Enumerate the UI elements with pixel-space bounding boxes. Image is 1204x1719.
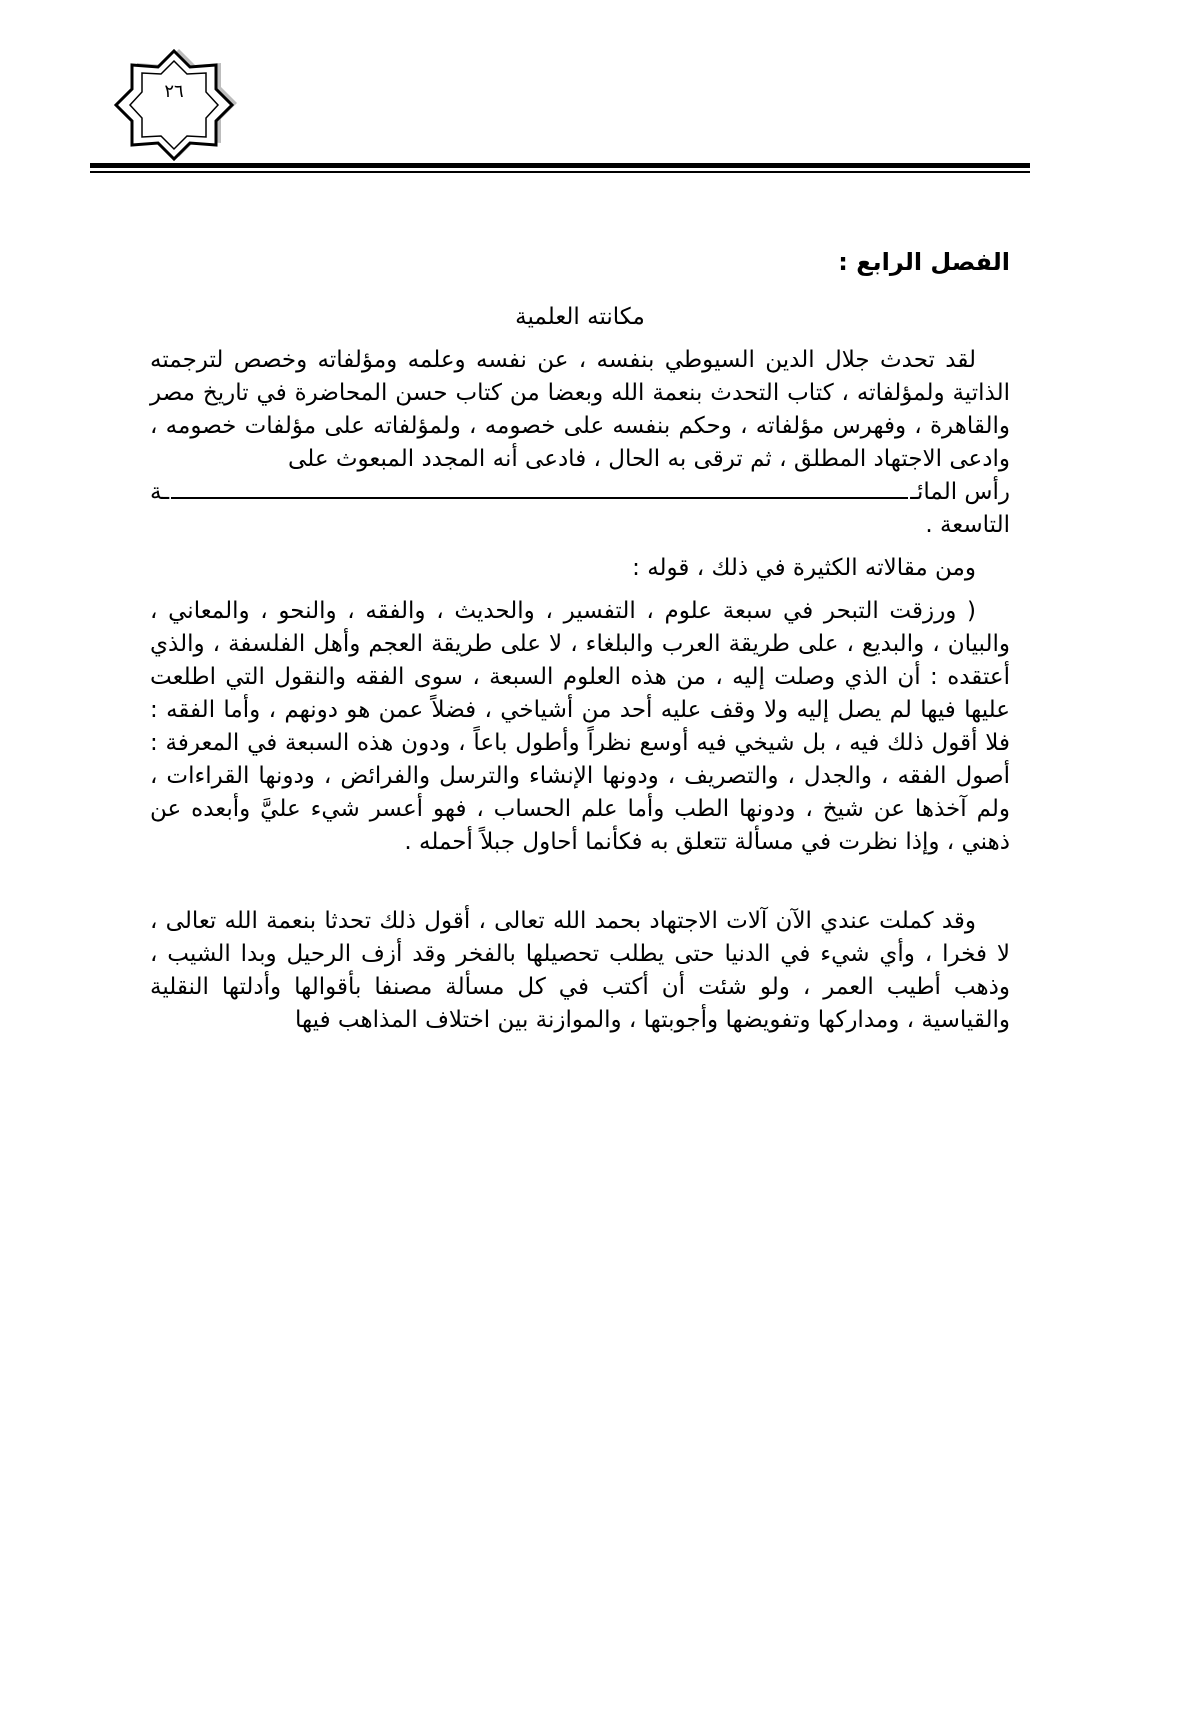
header-rule-thick: [90, 163, 1030, 168]
paragraph-intro-last: التاسعة .: [925, 512, 1010, 538]
page-number: ٢٦: [164, 81, 184, 102]
paragraph-quote-intro: ومن مقالاته الكثيرة في ذلك ، قوله :: [632, 555, 976, 581]
stretched-line: [150, 476, 1010, 509]
paragraph-quote: ( ورزقت التبحر في سبعة علوم ، التفسير ، والحديث ، والفقه ، والنحو ، والمعاني ، والبيان ، والبديع ، على طريقة العرب والبلغاء ، لا على طريقة العجم وأهل الفلسفة ، والذي أعتقده : أن الذي وصلت إليه ، من هذه العلوم السبعة ، سوى الفقه والنقول التي اطلعت عليها فيها لم يصل إليه ولا وقف عليه أحد من أشياخي ، فضلاً عمن هو دونهم ، وأما الفقه : فلا أقول ذلك فيه ، بل شيخي فيه أوسع نظراً وأطول باعاً ، ودون هذه السبعة في المعرفة : أصول الفقه ، والجدل ، والتصريف ، ودونها الإنشاء والترسل والفرائض ، ودونها القراءات ، ولم آخذها عن شيخ ، ودونها الطب وأما علم الحساب ، فهو أعسر شيء عليَّ وأبعده عن ذهني ، وإذا نظرت في مسألة تتعلق به فكأنما أحاول جبلاً أحمله .: [150, 598, 1010, 855]
ornament-frame-icon: [104, 45, 244, 165]
paragraph-intro: لقد تحدث جلال الدين السيوطي بنفسه ، عن نفسه وعلمه ومؤلفاته وخصص لترجمته الذاتية ولمؤلفاته ، كتاب التحدث بنعمة الله وبعضا من كتاب حسن المحاضرة في تاريخ مصر والقاهرة ، وفهرس مؤلفاته ، وحكم بنفسه على خصومه ، ولمؤلفاته على مؤلفات خصومه ، وادعى الاجتهاد المطلق ، ثم ترقى به الحال ، فادعى أنه المجدد المبعوث على: [150, 347, 1010, 472]
page-number-badge: [104, 45, 244, 165]
section-title: مكانته العلمية: [515, 304, 645, 330]
paragraph-ijtihad: وقد كملت عندي الآن آلات الاجتهاد بحمد الله تعالى ، أقول ذلك تحدثا بنعمة الله تعالى ، لا فخرا ، وأي شيء في الدنيا حتى يطلب تحصيلها بالفخر وقد أزف الرحيل وبدا الشيب ، وذهب أطيب العمر ، ولو شئت أن أكتب في كل مسألة مصنفا بأقوالها وأدلتها النقلية والقياسية ، ومداركها وتفويضها وأجوبتها ، والموازنة بين اختلاف المذاهب فيها: [150, 908, 1010, 1033]
chapter-heading: الفصل الرابع :: [838, 248, 1010, 276]
header-rule-thin: [90, 171, 1030, 173]
kashida-fill: [171, 497, 908, 499]
page-body: [150, 246, 1010, 1037]
stretched-line-end: ـة: [150, 479, 170, 505]
stretched-line-start: رأس المائـ: [910, 479, 1010, 505]
